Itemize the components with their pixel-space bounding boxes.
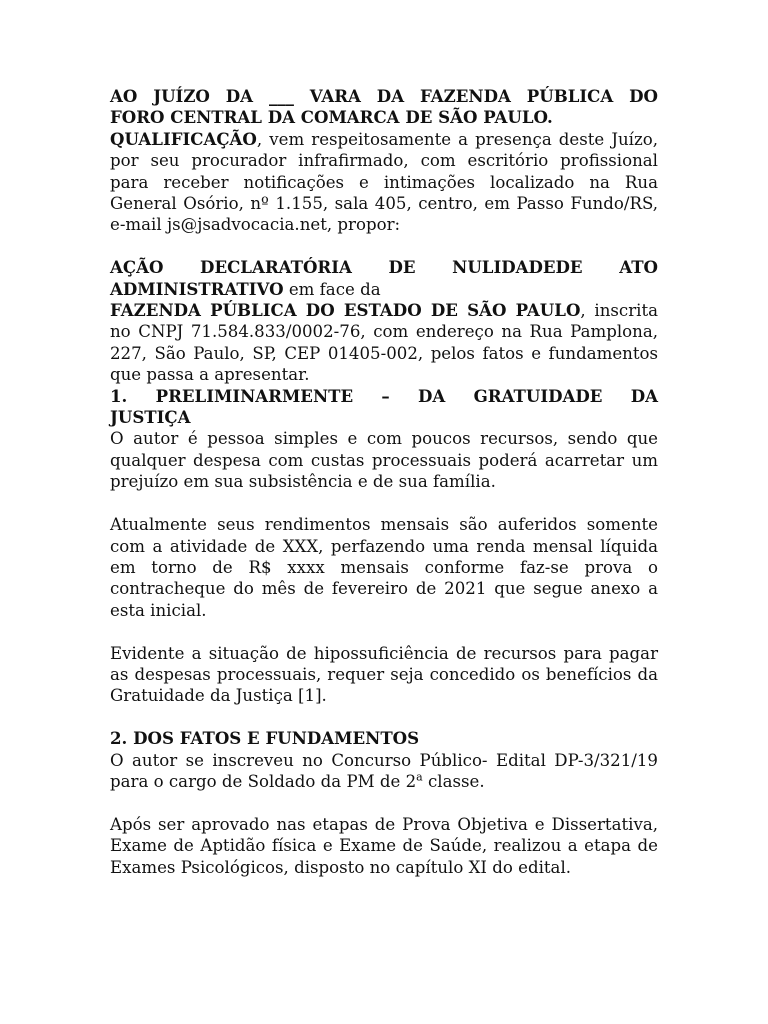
section1-heading-line2 [110,407,658,428]
spacer [110,621,658,642]
qualification-paragraph [110,129,658,236]
qualification-label: QUALIFICAÇÃO [110,128,257,149]
spacer [110,707,658,728]
spacer [110,236,658,257]
action-title-line2 [110,279,658,300]
defendant-paragraph [110,300,658,386]
action-title-line1-text: AÇÃO DECLARATÓRIA DE NULIDADEDE ATO [110,257,658,278]
section1-paragraph2: Atualmente seus rendimentos mensais são auferidos somente com a atividade de XXX, perfazendo uma renda mensal líquida em torno de R$ xxxx mensais conforme faz-se prova o contracheque do mês de fevereiro de 2021 que segue anexo a esta inicial. [110,515,658,620]
spacer [110,792,658,813]
document-page [110,86,658,878]
action-title-line1 [110,257,658,278]
addressee-line2-text: FORO CENTRAL DA COMARCA DE SÃO PAULO. [110,107,553,128]
section1-heading-line1-text: 1. PRELIMINARMENTE – DA GRATUIDADE DA [110,385,658,406]
action-face-text: em face da [283,279,381,299]
section2-paragraph1 [110,750,658,793]
addressee-line2 [110,107,658,128]
defendant-details: , inscrita no CNPJ 71.584.833/0002-76, com endereço na Rua Pamplona, 227, São Paulo, SP, CEP 01405-002, pelos fatos e fundamentos que passa a apresentar. [110,301,659,385]
section2-heading [110,728,658,749]
ordinal-indicator: a [416,770,423,784]
section1-paragraph3: Evidente a situação de hipossuficiência de recursos para pagar as despesas processuais, requer seja concedido os benefícios da Gratuidade da Justiça [1]. [110,643,658,706]
defendant-name: FAZENDA PÚBLICA DO ESTADO DE SÃO PAULO [110,300,581,321]
addressee-line1 [110,86,658,107]
section1-heading-line2-text: JUSTIÇA [110,407,191,428]
section2-paragraph1-text: O autor se inscreveu no Concurso Público- Edital DP-3/321/19 para o cargo de Soldado da PM de 2 [110,750,658,791]
section2-heading-text: 2. DOS FATOS E FUNDAMENTOS [110,728,420,749]
section2-paragraph1-end: classe. [422,771,485,791]
qualification-text: , vem respeitosamente a presença deste Juízo, por seu procurador infrafirmado, com escritório profissional para receber notificações e intimações localizado na Rua General Osório, nº 1.155, sala 405, centro, em Passo Fundo/RS, e-mail js@jsadvocacia.net, propor: [110,129,658,235]
addressee-line1-text: AO JUÍZO DA ___ VARA DA FAZENDA PÚBLICA DO [110,86,658,106]
section2-paragraph2: Após ser aprovado nas etapas de Prova Objetiva e Dissertativa, Exame de Aptidão física e Exame de Saúde, realizou a etapa de Exames Psicológicos, disposto no capítulo XI do edital. [110,814,658,877]
section1-heading-line1 [110,386,658,407]
spacer [110,493,658,514]
action-title-line2-text: ADMINISTRATIVO [110,278,284,299]
section1-paragraph1: O autor é pessoa simples e com poucos recursos, sendo que qualquer despesa com custas processuais poderá acarretar um prejuízo em sua subsistência e de sua família. [110,429,658,492]
